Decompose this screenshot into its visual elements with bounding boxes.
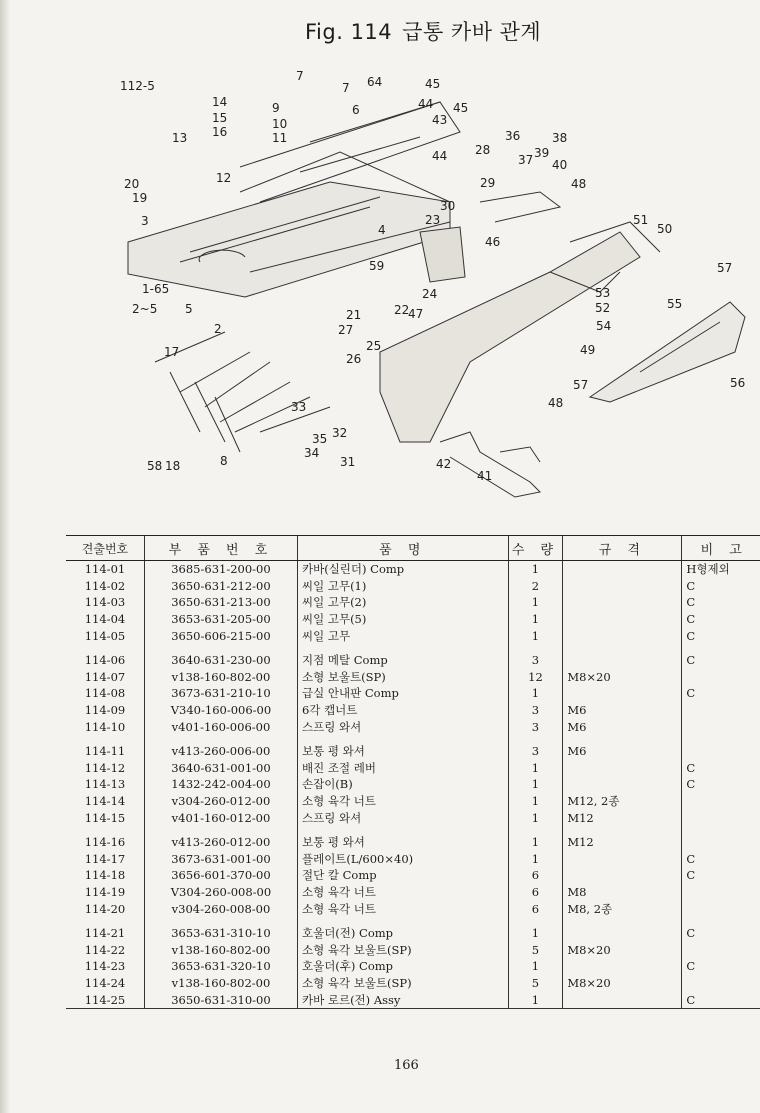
callout-label: 24 [422,287,438,301]
cell-quantity: 1 [508,851,563,868]
callout-label: 59 [369,259,385,273]
cell-part-name: 씨일 고무(5) [297,611,508,628]
table-row [66,735,760,760]
header-part-no: 부 품 번 호 [144,536,297,561]
callout-label: 48 [571,177,587,191]
callout-label: 52 [595,301,611,315]
callout-label: 47 [408,307,424,321]
table-row [66,702,760,719]
callout-label: 29 [480,176,496,190]
cell-ref-no: 114-23 [84,959,126,974]
callout-label: 25 [366,339,382,353]
cell-remarks: C [682,760,760,777]
table-row [66,718,760,735]
cell-quantity: 1 [508,917,563,942]
cell-spec [563,561,682,578]
callout-label: 20 [124,177,140,191]
parts-list-table [66,535,760,1009]
cell-part-no: 3653-631-205-00 [144,611,297,628]
callout-label: 30 [440,199,456,213]
cell-quantity: 1 [508,627,563,644]
cell-part-name: 6각 캡너트 [297,702,508,719]
cell-spec: M12, 2종 [563,793,682,810]
callout-label: 43 [432,113,448,127]
cell-quantity: 5 [508,975,563,992]
cell-part-name: 소형 육각 보울트(SP) [297,975,508,992]
cell-spec [563,594,682,611]
callout-label: 31 [340,455,356,469]
callout-label: 54 [596,319,612,333]
cell-remarks [682,735,760,760]
page-number: 166 [394,1058,419,1073]
callout-label: 32 [332,426,348,440]
cell-remarks: C [682,991,760,1008]
cell-quantity: 5 [508,941,563,958]
callout-label: 45 [425,77,441,91]
callout-label: 12 [216,171,232,185]
figure-caption: 급통 카바 관계 [402,20,542,44]
table-row [66,776,760,793]
callout-label: 56 [730,376,746,390]
callout-label: 23 [425,213,441,227]
callout-label: 55 [667,297,683,311]
cell-ref-no: 114-01 [84,562,126,577]
table-row [66,941,760,958]
cell-part-name: 소형 육각 너트 [297,900,508,917]
cell-quantity: 1 [508,826,563,851]
cell-spec [563,627,682,644]
table-row [66,594,760,611]
cell-spec: M6 [563,702,682,719]
cell-remarks: C [682,867,760,884]
cell-quantity: 6 [508,867,563,884]
cell-part-name: 스프링 와셔 [297,809,508,826]
cell-part-name: 소형 보울트(SP) [297,669,508,686]
cell-remarks [682,826,760,851]
cell-part-name: 소형 육각 보울트(SP) [297,941,508,958]
cell-quantity: 3 [508,718,563,735]
cell-part-name: 씨일 고무(1) [297,578,508,595]
cell-quantity: 3 [508,735,563,760]
cell-ref-no: 114-14 [84,794,126,809]
callout-label: 9 [272,101,280,115]
cell-ref-no: 114-02 [84,578,126,593]
header-quantity: 수 량 [508,536,563,561]
cell-part-name: 스프링 와셔 [297,718,508,735]
callout-label: 14 [212,95,228,109]
cell-part-name: 카바 로르(전) Assy [297,991,508,1008]
table-row [66,884,760,901]
table-row [66,917,760,942]
callout-label: 27 [338,323,354,337]
cell-part-no: v413-260-006-00 [144,735,297,760]
cell-remarks [682,884,760,901]
cell-spec: M8×20 [563,941,682,958]
callout-label: 44 [418,97,434,111]
cell-ref-no: 114-13 [84,777,126,792]
cell-ref-no: 114-03 [84,595,126,610]
cell-part-no: v138-160-802-00 [144,669,297,686]
callout-label: 16 [212,125,228,139]
cell-ref-no: 114-07 [84,669,126,684]
cell-ref-no: 114-15 [84,810,126,825]
cell-part-name: 지점 메탈 Comp [297,644,508,669]
table-row [66,991,760,1008]
cell-part-name: 씨일 고무(2) [297,594,508,611]
cell-spec [563,776,682,793]
callout-label: 36 [505,129,521,143]
cell-ref-no: 114-12 [84,760,126,775]
cell-part-no: 3650-606-215-00 [144,627,297,644]
cell-quantity: 6 [508,900,563,917]
cell-part-name: 소형 육각 너트 [297,793,508,810]
table-row [66,760,760,777]
cell-spec [563,958,682,975]
cell-spec [563,611,682,628]
cell-spec: M8×20 [563,975,682,992]
callout-label: 11 [272,131,288,145]
callout-label: 112-5 [120,79,155,93]
figure-title [305,16,551,46]
callout-label: 7 [296,69,304,83]
cell-spec [563,685,682,702]
cell-part-no: 3673-631-001-00 [144,851,297,868]
cell-remarks: C [682,917,760,942]
cell-part-no: 3650-631-310-00 [144,991,297,1008]
header-ref-no: 견출번호 [66,536,144,561]
callout-label: 58 [147,459,163,473]
cell-part-no: 3653-631-310-10 [144,917,297,942]
callout-label: 18 [165,459,181,473]
table-header-row [66,536,760,561]
callout-label: 51 [633,213,649,227]
cell-part-no: v401-160-006-00 [144,718,297,735]
callout-label: 41 [477,469,493,483]
cell-spec [563,760,682,777]
callout-label: 34 [304,446,320,460]
cell-remarks: C [682,851,760,868]
cell-spec: M8, 2종 [563,900,682,917]
callout-label: 10 [272,117,288,131]
callout-label: 40 [552,158,568,172]
cell-remarks [682,669,760,686]
cell-ref-no: 114-04 [84,612,126,627]
cell-spec: M12 [563,826,682,851]
exploded-parts-diagram [120,62,760,512]
callout-label: 64 [367,75,383,89]
table-row [66,958,760,975]
cell-part-name: 플레이트(L/600×40) [297,851,508,868]
cell-part-no: V340-160-006-00 [144,702,297,719]
callout-label: 8 [220,454,228,468]
cell-part-name: 씨일 고무 [297,627,508,644]
cell-remarks: C [682,627,760,644]
cell-ref-no: 114-20 [84,901,126,916]
callout-label: 35 [312,432,328,446]
cell-spec [563,851,682,868]
callout-label: 57 [573,378,589,392]
callout-label: 44 [432,149,448,163]
cell-part-name: 배진 조절 레버 [297,760,508,777]
table-row [66,644,760,669]
cell-quantity: 1 [508,685,563,702]
table-row [66,669,760,686]
cell-part-no: v138-160-802-00 [144,941,297,958]
cell-spec: M12 [563,809,682,826]
cell-remarks: H형제외 [682,561,760,578]
cell-part-name: 급실 안내판 Comp [297,685,508,702]
cell-ref-no: 114-19 [84,884,126,899]
table-row [66,685,760,702]
callout-label: 4 [378,223,386,237]
cell-part-name: 손잡이(B) [297,776,508,793]
cell-part-name: 소형 육각 너트 [297,884,508,901]
cell-quantity: 3 [508,644,563,669]
cell-remarks: C [682,578,760,595]
cell-ref-no: 114-21 [84,926,126,941]
cell-part-no: 3640-631-001-00 [144,760,297,777]
table-row [66,826,760,851]
callout-label: 37 [518,153,534,167]
cell-ref-no: 114-11 [84,744,126,759]
cell-part-no: 3653-631-320-10 [144,958,297,975]
table-row [66,627,760,644]
header-remarks: 비 고 [682,536,760,561]
cell-remarks: C [682,958,760,975]
cell-remarks [682,793,760,810]
page-edge [0,0,10,1113]
cell-ref-no: 114-25 [66,991,144,1008]
cell-part-no: v138-160-802-00 [144,975,297,992]
callout-label: 42 [436,457,452,471]
cell-ref-no: 114-09 [84,703,126,718]
cell-part-no: v304-260-008-00 [144,900,297,917]
cell-part-no: 3640-631-230-00 [144,644,297,669]
cell-part-no: v413-260-012-00 [144,826,297,851]
cell-remarks: C [682,644,760,669]
callout-label: 53 [595,286,611,300]
cell-part-name: 보통 평 와셔 [297,826,508,851]
cell-quantity: 1 [508,958,563,975]
cell-part-name: 보통 평 와셔 [297,735,508,760]
cell-quantity: 12 [508,669,563,686]
cell-spec [563,917,682,942]
table-row [66,611,760,628]
cell-part-no: 3650-631-212-00 [144,578,297,595]
table-row [66,851,760,868]
table-row [66,793,760,810]
cell-spec: M6 [563,718,682,735]
table-row [66,809,760,826]
header-spec: 규 격 [563,536,682,561]
cell-remarks [682,975,760,992]
cell-ref-no: 114-06 [84,653,126,668]
header-part-name: 품 명 [297,536,508,561]
cell-ref-no: 114-16 [84,835,126,850]
cell-quantity: 6 [508,884,563,901]
callout-label: 13 [172,131,188,145]
callout-label: 46 [485,235,501,249]
cell-remarks [682,718,760,735]
cell-part-no: 3685-631-200-00 [144,561,297,578]
cell-part-no: 3650-631-213-00 [144,594,297,611]
callout-label: 39 [534,146,550,160]
cell-ref-no: 114-10 [84,719,126,734]
callout-label: 2~5 [132,302,158,316]
cell-quantity: 1 [508,594,563,611]
cell-part-name: 카바(실린더) Comp [297,561,508,578]
callout-label: 48 [548,396,564,410]
cell-remarks [682,809,760,826]
cell-spec [563,991,682,1008]
callout-label: 1-65 [142,282,170,296]
cell-quantity: 1 [508,991,563,1008]
cell-remarks [682,702,760,719]
cell-part-no: 3673-631-210-10 [144,685,297,702]
cell-remarks: C [682,776,760,793]
callout-label: 38 [552,131,568,145]
callout-label: 49 [580,343,596,357]
cell-spec [563,867,682,884]
callout-label: 45 [453,101,469,115]
cell-quantity: 1 [508,776,563,793]
table-row [66,578,760,595]
cell-spec [563,644,682,669]
table-row [66,867,760,884]
cell-quantity: 1 [508,561,563,578]
cell-spec: M6 [563,735,682,760]
cell-spec: M8×20 [563,669,682,686]
callout-label: 2 [214,322,222,336]
table-row [66,975,760,992]
cell-remarks [682,900,760,917]
cell-spec [563,578,682,595]
callout-label: 33 [291,400,307,414]
callout-label: 22 [394,303,410,317]
callout-label: 7 [342,81,350,95]
callout-label: 19 [132,191,148,205]
cell-quantity: 1 [508,809,563,826]
callout-label: 6 [352,103,360,117]
callout-label: 17 [164,345,180,359]
cell-part-name: 호울더(후) Comp [297,958,508,975]
callout-label: 26 [346,352,362,366]
cell-ref-no: 114-17 [84,851,126,866]
callout-label: 5 [185,302,193,316]
callout-label: 3 [141,214,149,228]
cell-ref-no: 114-05 [84,628,126,643]
cell-quantity: 1 [508,793,563,810]
cell-quantity: 3 [508,702,563,719]
cell-part-name: 호울더(전) Comp [297,917,508,942]
cell-remarks: C [682,685,760,702]
cell-ref-no: 114-08 [84,686,126,701]
cell-ref-no: 114-18 [84,868,126,883]
figure-number: Fig. 114 [305,20,393,44]
cell-quantity: 1 [508,760,563,777]
cell-remarks: C [682,611,760,628]
cell-quantity: 1 [508,611,563,628]
cell-ref-no: 114-22 [84,942,126,957]
cell-spec: M8 [563,884,682,901]
cell-quantity: 2 [508,578,563,595]
cell-ref-no: 114-24 [84,975,126,990]
table-row [66,900,760,917]
cell-remarks [682,941,760,958]
cell-part-no: 1432-242-004-00 [144,776,297,793]
cell-part-no: v304-260-012-00 [144,793,297,810]
callout-label: 15 [212,111,228,125]
cell-part-no: V304-260-008-00 [144,884,297,901]
cell-part-no: v401-160-012-00 [144,809,297,826]
callout-label: 28 [475,143,491,157]
table-row [66,561,760,578]
callout-label: 50 [657,222,673,236]
callout-label: 21 [346,308,362,322]
cell-part-no: 3656-601-370-00 [144,867,297,884]
cell-remarks: C [682,594,760,611]
cell-part-name: 절단 칼 Comp [297,867,508,884]
callout-label: 57 [717,261,733,275]
